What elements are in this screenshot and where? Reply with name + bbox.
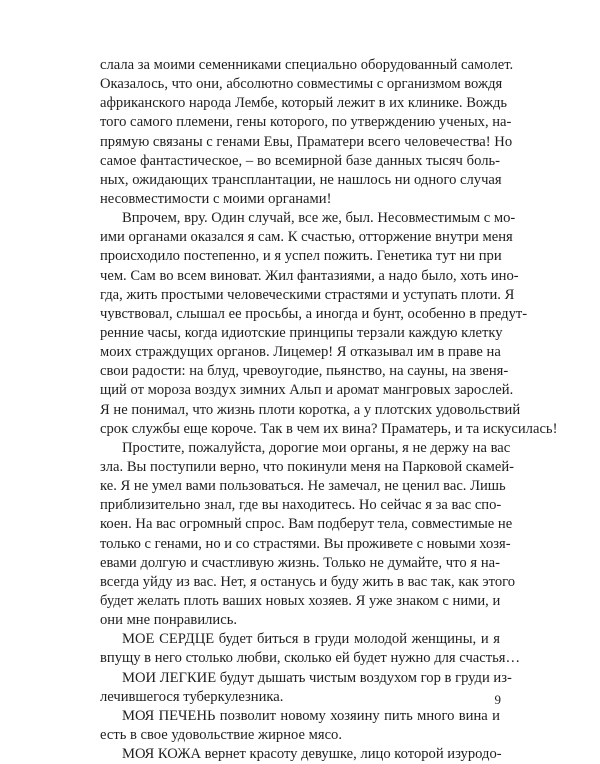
text-line: есть в свое удовольствие жирное мясо. bbox=[100, 726, 342, 743]
text-line: впущу в него столько любви, сколько ей будет нужно для счастья… bbox=[100, 650, 521, 667]
text-line: самое фантастическое, – во всемирной базе данных тысяч боль- bbox=[100, 152, 500, 169]
page-number: 9 bbox=[494, 692, 501, 707]
text-line: ими органами оказался я сам. К счастью, отторжение внутри меня bbox=[100, 229, 513, 246]
text-line: моих страждущих органов. Лицемер! Я отказывал им в праве на bbox=[100, 344, 501, 361]
text-line: будет желать плоть ваших новых хозяев. Я уже знаком с ними, и bbox=[100, 592, 501, 609]
text-line: чем. Сам во всем виноват. Жил фантазиями, а надо было, хоть ино- bbox=[100, 267, 519, 284]
text-line: ренние часы, когда идиотские принципы терзали каждую клетку bbox=[100, 324, 503, 341]
text-line: МОЕ СЕРДЦЕ будет биться в груди молодой женщины, и я bbox=[122, 631, 500, 648]
text-line: прямую связаны с генами Евы, Праматери всего человечества! Но bbox=[100, 133, 513, 150]
text-line: лечившегося туберкулезника. bbox=[100, 688, 284, 705]
text-line: МОЯ ПЕЧЕНЬ позволит новому хозяину пить много вина и bbox=[122, 707, 500, 724]
text-line: коен. На вас огромный спрос. Вам подберут тела, совместимые не bbox=[100, 516, 513, 533]
text-line: гда, жить простыми человеческими страстями и уступать плоти. Я bbox=[100, 286, 515, 303]
text-line: Оказалось, что они, абсолютно совместимы с организмом вождя bbox=[100, 76, 503, 93]
text-line: они мне понравились. bbox=[100, 612, 238, 629]
text-line: срок службы еще короче. Так в чем их вина? Праматерь, и та искусилась! bbox=[100, 420, 558, 437]
body-text bbox=[100, 56, 558, 764]
text-line: слала за моими семенниками специально оборудованный самолет. bbox=[100, 57, 514, 73]
text-line: ных, ожидающих трансплантации, не нашлось ни одного случая bbox=[100, 171, 502, 188]
text-line: происходило постепенно, и я успел пожить. Генетика тут ни при bbox=[100, 248, 502, 265]
text-line: всегда уйду из вас. Нет, я останусь и буду жить в вас так, как этого bbox=[100, 573, 516, 590]
text-line: Простите, пожалуйста, дорогие мои органы, я не держу на вас bbox=[122, 439, 511, 456]
text-line: несовместимости с моими органами! bbox=[100, 190, 332, 207]
text-line: чувствовал, слышал ее просьбы, а иногда и бунт, особенно в предут- bbox=[100, 305, 528, 322]
text-line: ке. Я не умел вами пользоваться. Не замечал, не ценил вас. Лишь bbox=[100, 478, 506, 495]
text-line: африканского народа Лембе, который лежит в их клинике. Вождь bbox=[100, 95, 508, 112]
text-line: зла. Вы поступили верно, что покинули меня на Парковой скамей- bbox=[100, 458, 514, 475]
text-line: того самого племени, гены которого, по утверждению ученых, на- bbox=[100, 114, 512, 131]
text-line: щий от мороза воздух зимних Альп и аромат мангровых зарослей. bbox=[100, 382, 514, 399]
text-line: МОЯ КОЖА вернет красоту девушке, лицо которой изуродо- bbox=[122, 746, 502, 763]
text-line: МОИ ЛЕГКИЕ будут дышать чистым воздухом гор в груди из- bbox=[122, 669, 512, 686]
text-line: свои радости: на блуд, чревоугодие, пьянство, на сауны, на звеня- bbox=[100, 363, 509, 380]
text-line: Я не понимал, что жизнь плоти коротка, а у плотских удовольствий bbox=[100, 401, 521, 418]
text-line: Впрочем, вру. Один случай, все же, был. Несовместимым с мо- bbox=[122, 210, 516, 227]
text-line: евами долгую и счастливую жизнь. Только не думайте, что я на- bbox=[100, 554, 500, 571]
text-line: приблизительно знал, где вы находитесь. Но сейчас я за вас спо- bbox=[100, 497, 502, 514]
text-line: только с генами, но и со страстями. Вы проживете с новыми хозя- bbox=[100, 535, 511, 552]
